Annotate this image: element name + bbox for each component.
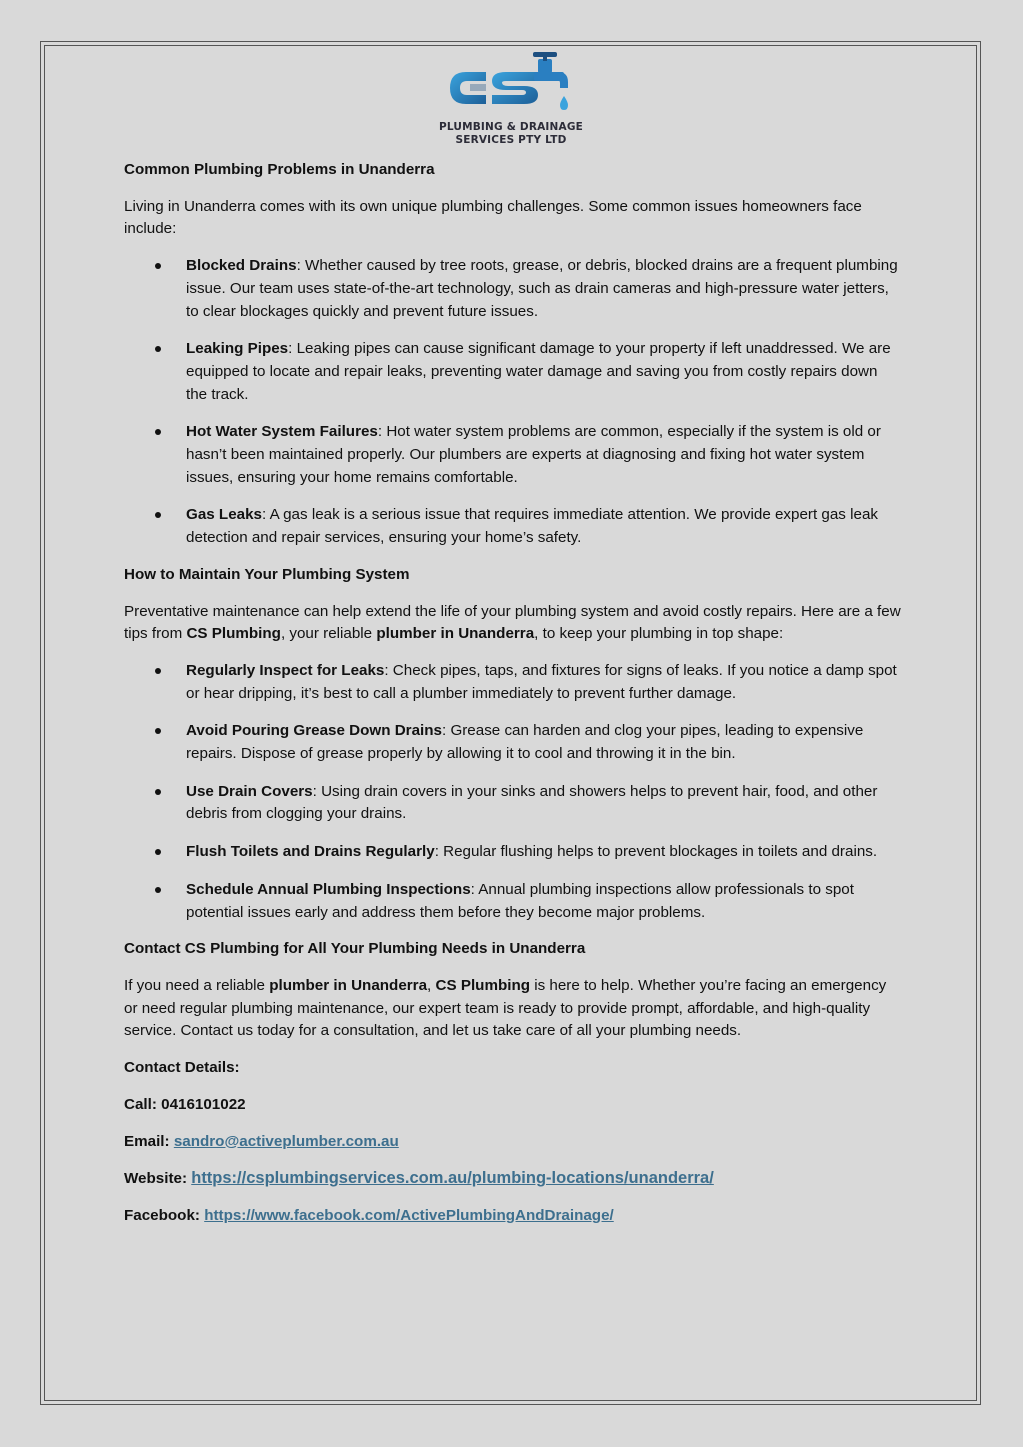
list-item [124,504,902,549]
list-item-text: : Leaking pipes can cause significant damage to your property if left unaddressed. We are equipped to locate and repair leaks, preventing water damage and saving you from costly repairs down the track. [186,340,891,403]
website-link[interactable]: https://csplumbingservices.com.au/plumbing-locations/unanderra/ [191,1169,714,1188]
bullet-icon [155,849,161,855]
faucet-logo-icon [430,50,592,122]
document-body [124,159,902,1242]
section-intro-problems: Living in Unanderra comes with its own unique plumbing challenges. Some common issues homeowners face include: [124,197,862,238]
brand-name: CS Plumbing [435,976,530,994]
list-item-title: Avoid Pouring Grease Down Drains [186,722,442,740]
list-item [124,720,902,765]
facebook-link[interactable]: https://www.facebook.com/ActivePlumbingAndDrainage/ [204,1206,614,1224]
bullet-icon [155,263,161,269]
list-item-title: Use Drain Covers [186,782,313,800]
bullet-icon [155,346,161,352]
list-item-title: Regularly Inspect for Leaks [186,661,385,679]
intro-text: Preventative maintenance can help extend the life of your plumbing system and avoid costly repairs. Here are a few tips from [124,602,901,643]
section-heading-maintain: How to Maintain Your Plumbing System [124,565,410,583]
paragraph-text: is here to help. Whether you’re facing an emergency or need regular plumbing maintenance, our expert team is ready to provide prompt, affordable, and high-quality service. Contact us today for a consultation, and let us take care of all your plumbing needs. [124,976,887,1040]
section-heading-problems: Common Plumbing Problems in Unanderra [124,161,435,178]
list-item-title: Schedule Annual Plumbing Inspections [186,880,471,898]
list-item-text: : Using drain covers in your sinks and showers helps to prevent hair, food, and other debris from clogging your drains. [186,782,878,823]
problems-list [124,255,902,550]
contact-call: Call: 0416101022 [124,1095,246,1113]
list-item [124,255,902,323]
list-item-title: Flush Toilets and Drains Regularly [186,843,435,861]
keyword: plumber in Unanderra [269,976,428,994]
tips-list [124,660,902,924]
list-item [124,879,902,924]
list-item-text: : Regular flushing helps to prevent blockages in toilets and drains. [434,843,878,861]
paragraph-text: , [427,976,436,994]
contact-facebook-row [124,1205,902,1228]
list-item-text: : Check pipes, taps, and fixtures for signs of leaks. If you notice a damp spot or hear dripping, it’s best to call a plumber immediately to prevent further damage. [186,661,897,702]
bullet-icon [155,887,161,893]
list-item [124,660,902,705]
list-item-title: Hot Water System Failures [186,423,378,441]
brand-name: CS Plumbing [186,625,281,643]
bullet-icon [155,512,161,518]
list-item [124,338,902,406]
keyword: plumber in Unanderra [376,625,535,643]
list-item-text: : Hot water system problems are common, especially if the system is old or hasn’t been maintained properly. Our plumbers are experts at diagnosing and fixing hot water system issues, ensuring your home remains comfortable. [186,423,881,486]
intro-text: , to keep your plumbing in top shape: [534,625,784,643]
facebook-label: Facebook: [124,1206,205,1224]
list-item [124,841,902,864]
email-label: Email: [124,1132,174,1150]
paragraph-text: If you need a reliable [124,976,270,994]
company-logo [430,50,592,150]
list-item [124,421,902,489]
bullet-icon [155,668,161,674]
website-label: Website: [124,1170,192,1188]
bullet-icon [155,429,161,435]
bullet-icon [155,728,161,734]
contact-email-row [124,1131,902,1154]
list-item-title: Blocked Drains [186,257,297,275]
section-intro-maintain [124,601,902,646]
list-item-title: Gas Leaks [186,506,262,524]
logo-line-2: SERVICES PTY LTD [455,134,567,146]
list-item [124,781,902,826]
list-item-text: : Annual plumbing inspections allow professionals to spot potential issues early and address them before they become major problems. [186,880,854,921]
bullet-icon [155,789,161,795]
contact-website-row [124,1167,902,1191]
contact-paragraph [124,975,902,1043]
list-item-text: : Whether caused by tree roots, grease, or debris, blocked drains are a frequent plumbing issue. Our team uses state-of-the-art technology, such as drain cameras and high-pressure water jetters, to clear blockages quickly and prevent future issues. [186,257,898,320]
section-heading-contact: Contact CS Plumbing for All Your Plumbing Needs in Unanderra [124,940,586,958]
list-item-text: : Grease can harden and clog your pipes, leading to expensive repairs. Dispose of grease properly by allowing it to cool and throwing it in the bin. [186,722,864,763]
list-item-text: : A gas leak is a serious issue that requires immediate attention. We provide expert gas leak detection and repair services, ensuring your home’s safety. [186,506,878,547]
logo-line-1: PLUMBING & DRAINAGE [438,121,584,133]
email-link[interactable]: sandro@activeplumber.com.au [173,1132,399,1150]
list-item-title: Leaking Pipes [186,340,289,358]
contact-details-heading: Contact Details: [124,1059,240,1077]
intro-text: , your reliable [280,625,377,643]
